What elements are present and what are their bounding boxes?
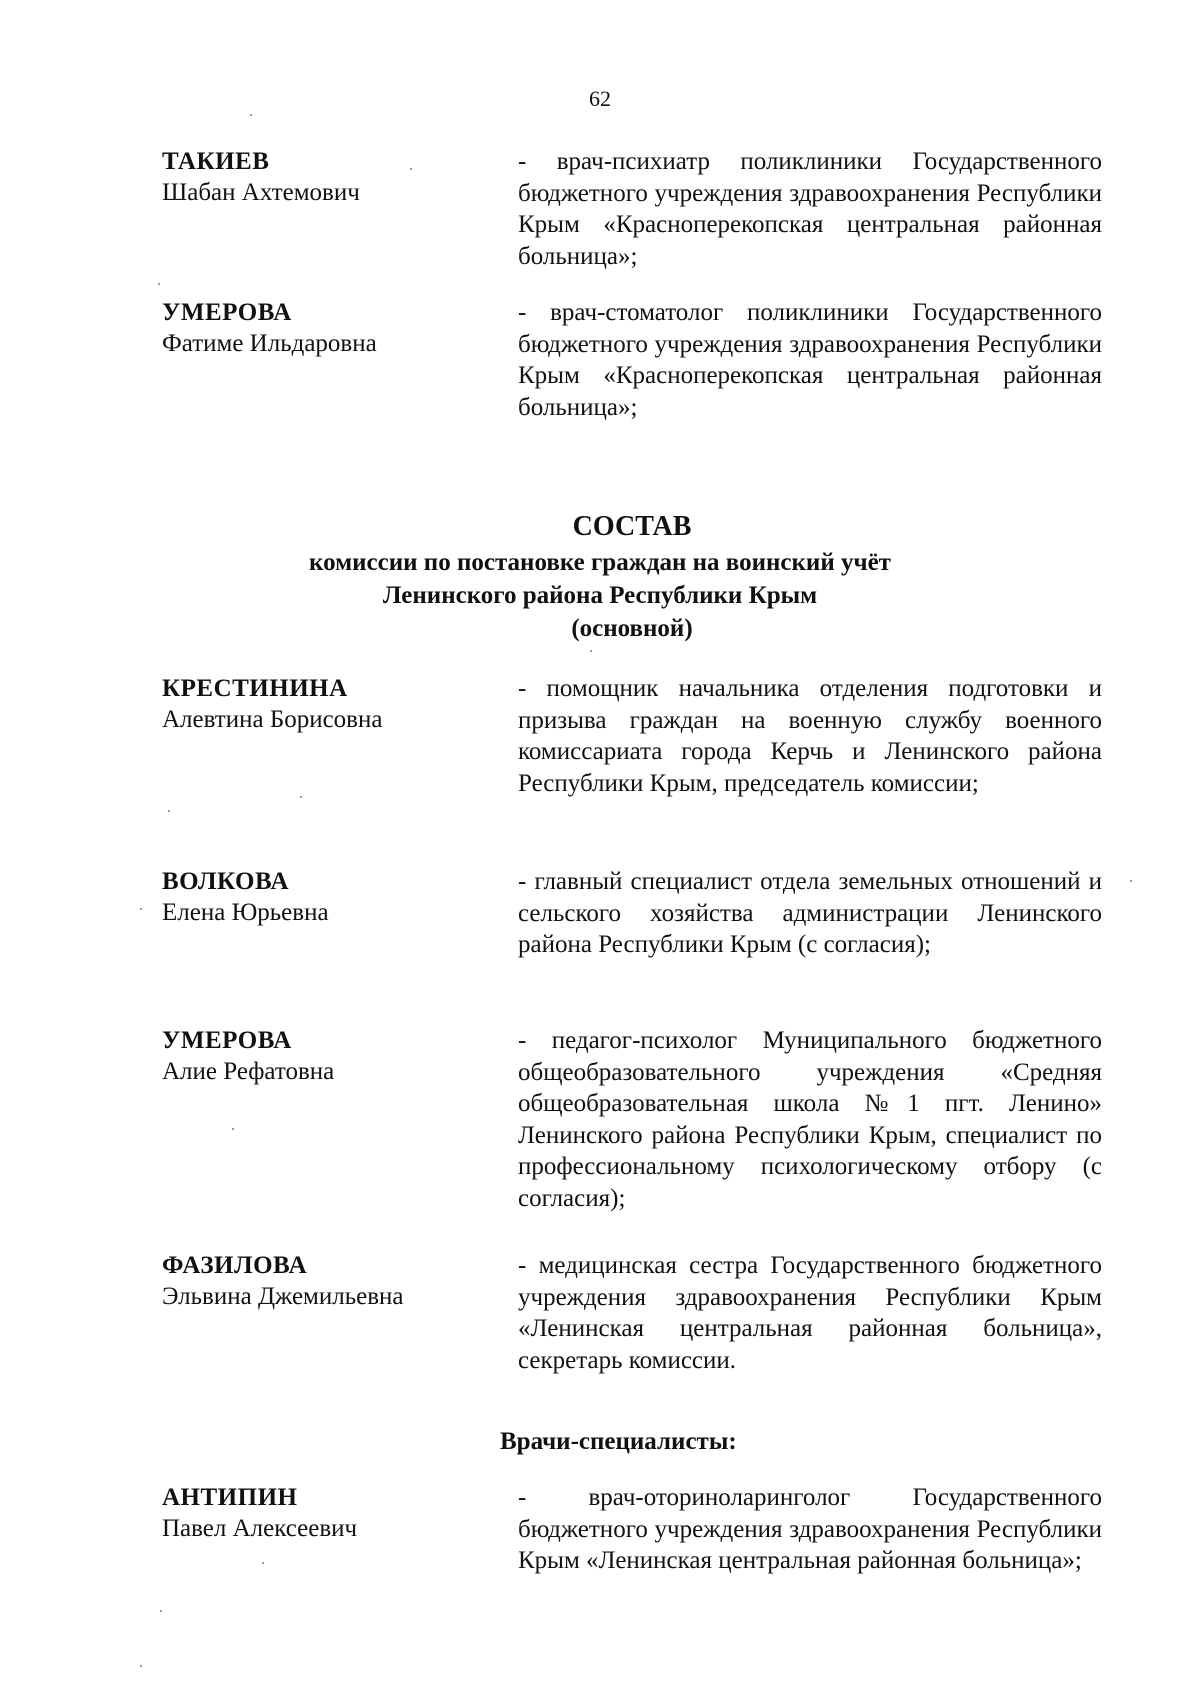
member-given-name: Фатиме Ильдаровна	[162, 330, 377, 357]
member-surname: КРЕСТИНИНА	[162, 675, 348, 702]
member-given-name: Эльвина Джемильевна	[162, 1283, 404, 1310]
member-surname: УМЕРОВА	[162, 299, 292, 326]
scan-speck	[140, 908, 142, 910]
member-position: - помощник начальника отделения подготовки и призыва граждан на военную службу военного комиссариата города Керчь и Ленинского района Республики Крым, председатель комиссии;	[518, 675, 1102, 797]
scan-speck	[590, 650, 592, 652]
member-name-block	[162, 146, 502, 208]
member-given-name: Алевтина Борисовна	[162, 706, 383, 733]
member-name-block	[162, 866, 502, 928]
member-position: - педагог-психолог Муниципального бюджетного общеобразовательного учреждения «Средняя общеобразовательная школа №1 пгт. Ленино» Ленинского района Республики Крым, специалист по профессиональному психологическому отбору (с согласия);	[518, 1027, 1102, 1212]
member-position: - медицинская сестра Государственного бюджетного учреждения здравоохранения Республики Крым «Ленинская центральная районная больница», секретарь комиссии.	[518, 1252, 1102, 1374]
member-name-block	[162, 1025, 502, 1087]
member-position: - главный специалист отдела земельных отношений и сельского хозяйства администрации Ленинского района Республики Крым (с согласия);	[518, 868, 1102, 958]
page-number: 62	[589, 86, 611, 111]
member-surname: АНТИПИН	[162, 1484, 298, 1511]
member-surname: ФАЗИЛОВА	[162, 1252, 308, 1279]
member-given-name: Елена Юрьевна	[162, 899, 329, 926]
member-surname: ТАКИЕВ	[162, 148, 270, 175]
scan-speck	[250, 114, 252, 116]
scan-speck	[160, 1610, 162, 1612]
section-subtitle-line: (основной)	[571, 615, 693, 642]
section-subtitle-line: Ленинского района Республики Крым	[382, 582, 818, 609]
scan-speck	[232, 1128, 234, 1130]
member-given-name: Алие Рефатовна	[162, 1058, 335, 1085]
scan-speck	[300, 796, 302, 798]
member-name-block	[162, 1250, 502, 1312]
member-position: - врач-оториноларинголог Государственного бюджетного учреждения здравоохранения Республики Крым «Ленинская центральная районная больница»;	[518, 1484, 1102, 1574]
member-surname: ВОЛКОВА	[162, 868, 290, 895]
member-given-name: Шабан Ахтемович	[162, 179, 360, 206]
member-position: - врач-психиатр поликлиники Государственного бюджетного учреждения здравоохранения Республики Крым «Красноперекопская центральная районная больница»;	[518, 148, 1102, 270]
member-position: - врач-стоматолог поликлиники Государственного бюджетного учреждения здравоохранения Республики Крым «Красноперекопская центральная районная больница»;	[518, 299, 1102, 421]
scan-speck	[262, 1562, 264, 1564]
member-name-block	[162, 297, 502, 359]
section-subtitle-line: комиссии по постановке граждан на воинский учёт	[309, 549, 891, 576]
specialists-subheading: Врачи-специалисты:	[500, 1428, 737, 1455]
scan-speck	[1130, 880, 1132, 882]
member-surname: УМЕРОВА	[162, 1027, 292, 1054]
scan-speck	[140, 1665, 142, 1667]
scan-speck	[410, 168, 412, 170]
scan-speck	[168, 810, 170, 812]
section-title: СОСТАВ	[572, 511, 692, 542]
scan-speck	[158, 283, 160, 285]
member-given-name: Павел Алексеевич	[162, 1515, 358, 1542]
member-name-block	[162, 1482, 502, 1544]
member-name-block	[162, 673, 502, 735]
